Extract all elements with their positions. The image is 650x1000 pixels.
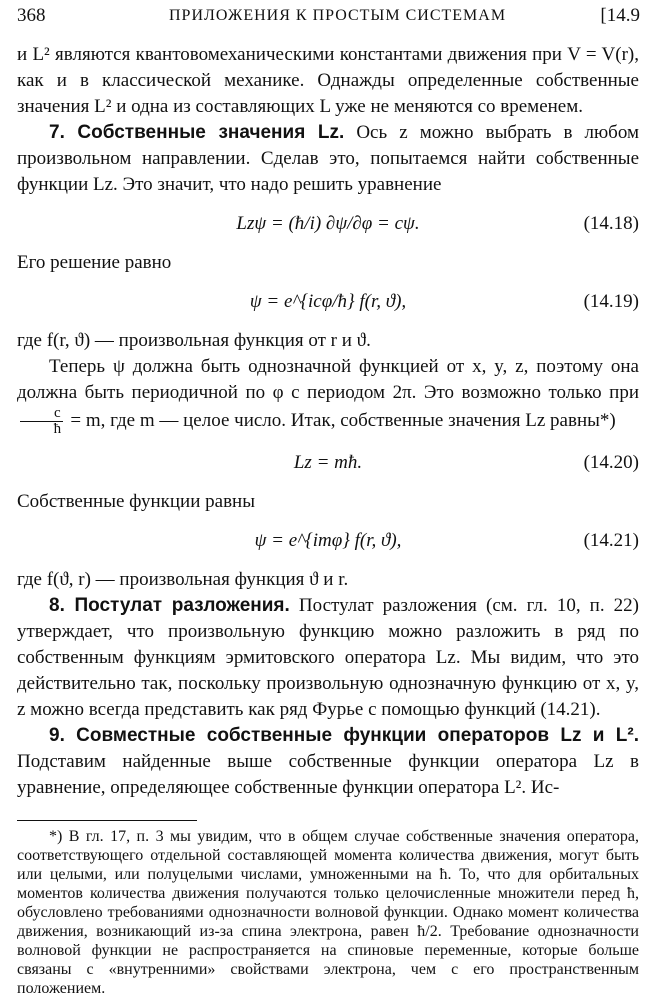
equation-14-20 (17, 443, 639, 483)
equation-14-19 (17, 282, 639, 322)
section-8-title: 8. Постулат разложения. (49, 595, 290, 616)
section-9-text: Подставим найденные выше собственные функции оператора Lz в уравнение, определяющее собственные функции оператора L². Ис- (17, 751, 639, 798)
section-9 (17, 723, 639, 801)
section-marker: [14.9 (600, 5, 640, 26)
footnote-divider (17, 820, 197, 821)
equation-number: (14.21) (583, 530, 639, 551)
equation-14-18 (17, 204, 639, 244)
section-8 (17, 593, 639, 723)
equation-number: (14.18) (583, 213, 639, 234)
paragraph-eigenfunctions: Собственные функции равны (17, 491, 255, 512)
footnotes (17, 820, 639, 998)
page-number: 368 (17, 5, 46, 26)
section-7-text: Ось z можно выбрать в любом произвольном направлении. Сделав это, попытаемся найти собственные функции Lz. Это значит, что надо решить уравнение (17, 122, 639, 195)
equation-formula: Lz = mħ. (293, 452, 363, 473)
paragraph-solution: Его решение равно (17, 252, 172, 273)
equation-formula: ψ = e^{icφ/ħ} f(r, ϑ), (249, 291, 407, 312)
section-9-title: 9. Совместные собственные функции операторов Lz и L². (49, 725, 639, 746)
paragraph-periodicity (17, 354, 639, 437)
paragraph-continuation: и L² являются квантовомеханическими константами движения при V = V(r), как и в классической механике. Однажды определенные собственные значения L² и одна из составляющих L уже не меняются со временем. (17, 44, 639, 117)
main-text (17, 42, 639, 801)
fraction-c-over-hbar (20, 406, 63, 437)
periodicity-text-a: Теперь ψ должна быть однозначной функцией от x, y, z, поэтому она должна быть периодичной по φ с периодом 2π. Это возможно только при (17, 356, 639, 403)
fraction-denominator: ħ (53, 421, 62, 437)
section-7-title: 7. Собственные значения Lz. (49, 122, 345, 143)
fraction-numerator: c (20, 406, 63, 422)
running-title: ПРИЛОЖЕНИЯ К ПРОСТЫМ СИСТЕМАМ (169, 7, 507, 24)
section-7 (17, 120, 639, 198)
paragraph-where-2: где f(ϑ, r) — произвольная функция ϑ и r. (17, 569, 349, 590)
periodicity-text-b: = m, где m — целое число. Итак, собственные значения Lz равны*) (70, 409, 616, 431)
equation-number: (14.19) (583, 291, 639, 312)
equation-formula: Lzψ = (ħ/i) ∂ψ/∂φ = cψ. (236, 213, 420, 234)
equation-formula: ψ = e^{imφ} f(r, ϑ), (254, 530, 402, 551)
equation-14-21 (17, 521, 639, 561)
equation-number: (14.20) (583, 452, 639, 473)
paragraph-where-1: где f(r, ϑ) — произвольная функция от r и ϑ. (17, 330, 371, 351)
section-8-text: Постулат разложения (см. гл. 10, п. 22) утверждает, что произвольную функцию можно разложить в ряд по собственным функциям эрмитовского оператора Lz. Мы видим, что это действительно так, поскольку произвольную однозначную функцию от x, y, z можно всегда представить как ряд Фурье с помощью функций (14.21). (17, 595, 640, 720)
footnote-text: *) В гл. 17, п. 3 мы увидим, что в общем случае собственные значения оператора, соответствующего отдельной составляющей момента количества движения, могут быть или целыми, или полуцелыми числами, умноженными на ħ. То, что для орбитальных моментов количества движения получаются только целочисленные множители перед ħ, обусловлено требованиями однозначности волновой функции. Однако момент количества движения, возникающий из-за спина электрона, равен ħ/2. Требование однозначности волновой функции не распространяется на спиновые переменные, которые больше связаны с «внутренними» свойствами электрона, чем с его пространственным положением. (17, 828, 639, 997)
page-header (17, 4, 640, 28)
